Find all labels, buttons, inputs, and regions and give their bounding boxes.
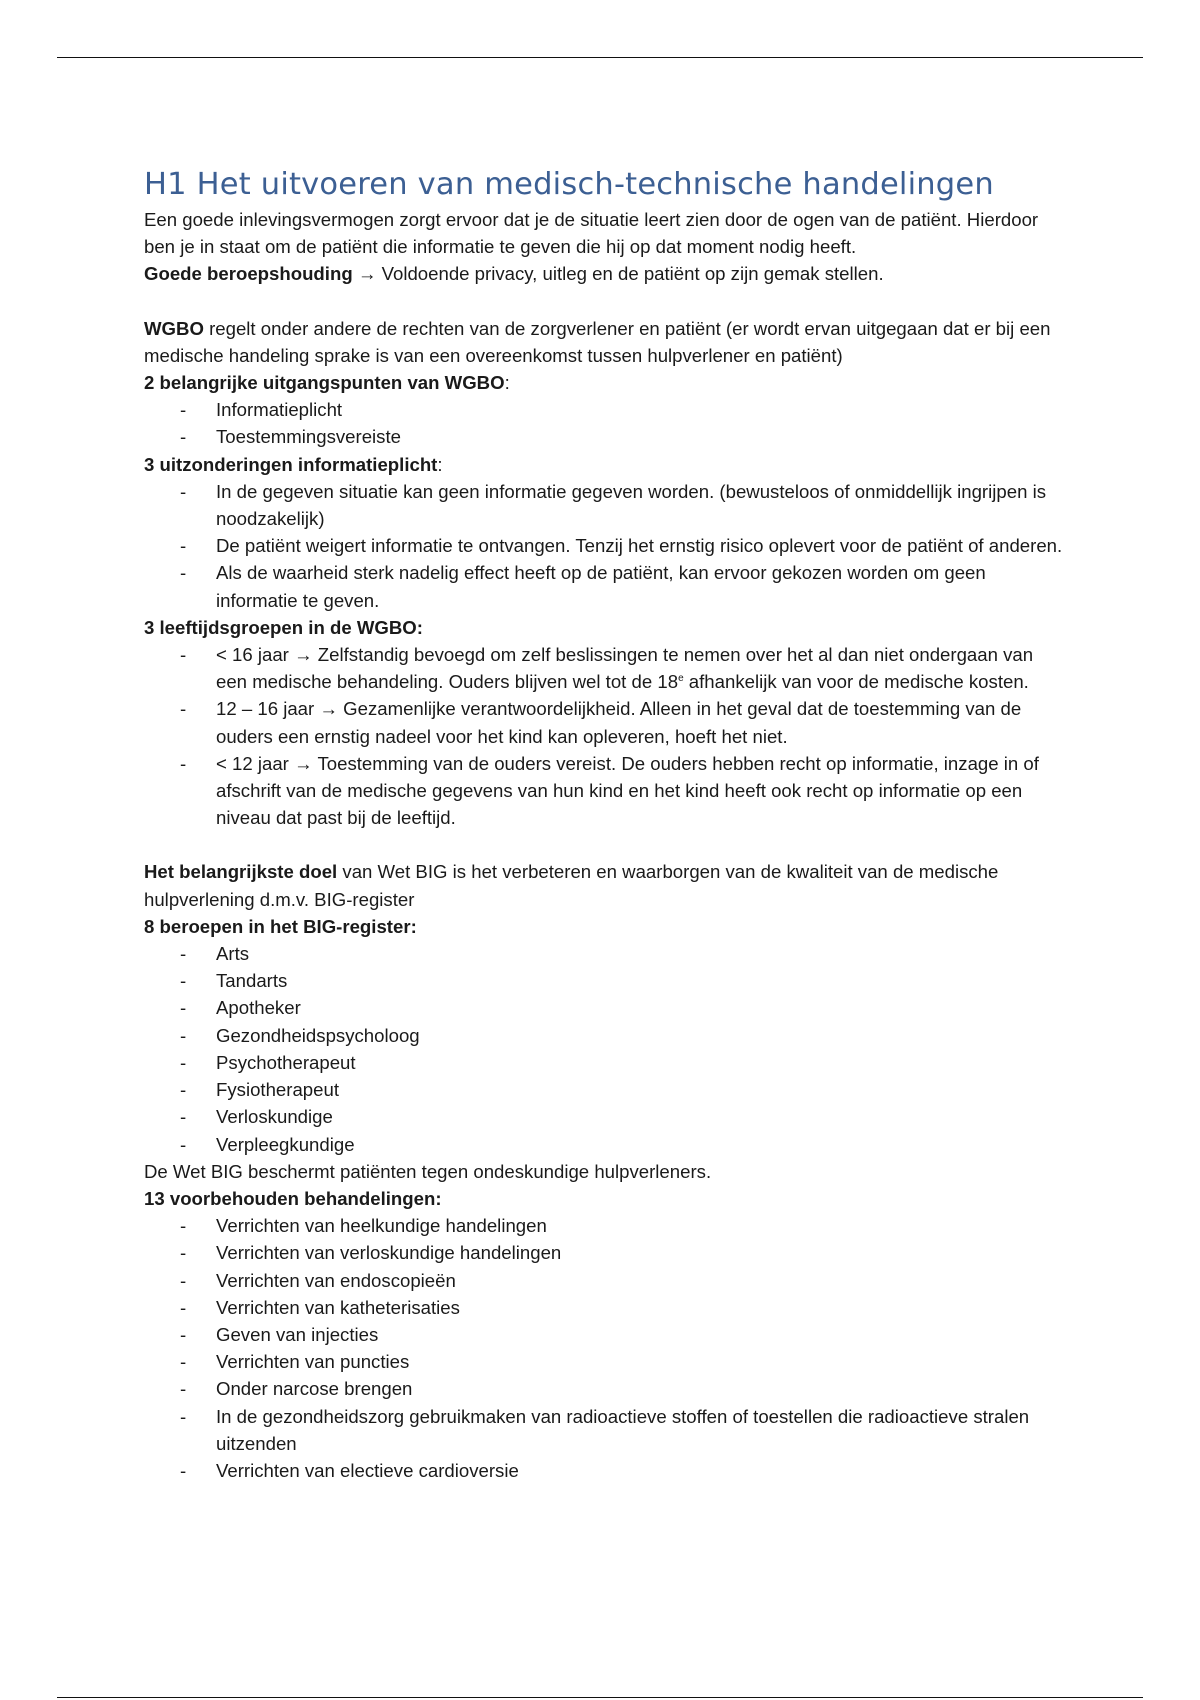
list-item: - Verrichten van electieve cardioversie (144, 1457, 1064, 1484)
voorbehouden-heading: 13 voorbehouden behandelingen: (144, 1187, 442, 1209)
list-item: - Verrichten van katheterisaties (144, 1294, 1064, 1321)
list-item: - Arts (144, 940, 1064, 967)
list-item: - Tandarts (144, 967, 1064, 994)
list-item: - Apotheker (144, 994, 1064, 1021)
spacer (144, 831, 1064, 858)
footer-rule (57, 1697, 1143, 1698)
arrow-icon: → (294, 752, 313, 774)
wgbo-term: WGBO (144, 317, 204, 339)
arrow-icon: → (294, 644, 313, 666)
arrow-icon: → (357, 263, 377, 285)
arrow-icon: → (319, 698, 338, 720)
page-title: H1 Het uitvoeren van medisch-technische handelingen (144, 167, 994, 202)
list-item: - Toestemmingsvereiste (144, 423, 1064, 450)
list-item: - Verrichten van heelkundige handelingen (144, 1212, 1064, 1239)
big-doel-paragraph: Het belangrijkste doel van Wet BIG is het verbeteren en waarborgen van de kwaliteit van de medische hulpverlening d.m.v. BIG-register (144, 861, 999, 910)
document-body (144, 166, 1064, 1484)
list-item: - Informatieplicht (144, 396, 1064, 423)
big-bescherming-line: De Wet BIG beschermt patiënten tegen ondeskundige hulpverleners. (144, 1160, 712, 1182)
beroepen-list (144, 940, 1064, 1158)
beroepshouding-text: Voldoende privacy, uitleg en de patiënt op zijn gemak stellen. (376, 263, 884, 285)
leeftijd-list (144, 641, 1064, 831)
list-item: - Gezondheidspsycholoog (144, 1022, 1064, 1049)
beroepshouding-term: Goede beroepshouding (144, 263, 353, 285)
list-item: - Fysiotherapeut (144, 1076, 1064, 1103)
wgbo-paragraph (144, 315, 1064, 369)
uitzonderingen-list (144, 478, 1064, 614)
leeftijd-heading: 3 leeftijdsgroepen in de WGBO: (144, 616, 423, 638)
uitzonderingen-heading: 3 uitzonderingen informatieplicht: (144, 453, 443, 475)
list-item: - In de gegeven situatie kan geen informatie gegeven worden. (bewusteloos of onmiddellijk ingrijpen is noodzakelijk) (144, 478, 1064, 532)
list-item: - De patiënt weigert informatie te ontvangen. Tenzij het ernstig risico oplevert voor de patiënt of anderen. (144, 532, 1064, 559)
spacer (144, 288, 1064, 315)
list-item: - Geven van injecties (144, 1321, 1064, 1348)
list-item: - Verrichten van endoscopieën (144, 1267, 1064, 1294)
list-item: - < 16 jaar → Zelfstandig bevoegd om zelf beslissingen te nemen over het al dan niet ondergaan van een medische behandeling. Ouders blijven wel tot de 18e afhankelijk van voor de medische kosten. (144, 641, 1064, 695)
beroepen-heading: 8 beroepen in het BIG-register: (144, 915, 417, 937)
list-item: - Psychotherapeut (144, 1049, 1064, 1076)
voorbehouden-list (144, 1212, 1064, 1484)
uitgangspunten-heading: 2 belangrijke uitgangspunten van WGBO: (144, 372, 510, 394)
beroepshouding-line (144, 260, 1064, 287)
list-item: - < 12 jaar → Toestemming van de ouders vereist. De ouders hebben recht op informatie, inzage in of afschrift van de medische gegevens van hun kind en het kind heeft ook recht op informatie op een niveau dat past bij de leeftijd. (144, 750, 1064, 832)
list-item: - Onder narcose brengen (144, 1375, 1064, 1402)
big-doel-term: Het belangrijkste doel (144, 861, 338, 883)
list-item: - 12 – 16 jaar → Gezamenlijke verantwoordelijkheid. Alleen in het geval dat de toestemming van de ouders een ernstig nadeel voor het kind kan opleveren, hoeft het niet. (144, 695, 1064, 749)
list-item: - Verrichten van puncties (144, 1348, 1064, 1375)
wgbo-text: regelt onder andere de rechten van de zorgverlener en patiënt (er wordt ervan uitgegaan dat er bij een medische handeling sprake is van een overeenkomst tussen hulpverlener en patiënt) (144, 317, 1051, 366)
list-item: - Verpleegkundige (144, 1131, 1064, 1158)
intro-paragraph: Een goede inlevingsvermogen zorgt ervoor dat je de situatie leert zien door de ogen van de patiënt. Hierdoor ben je in staat om de patiënt die informatie te geven die hij op dat moment nodig heeft. (144, 209, 1039, 258)
header-rule (57, 57, 1143, 58)
uitgangspunten-list (144, 396, 1064, 450)
list-item: - In de gezondheidszorg gebruikmaken van radioactieve stoffen of toestellen die radioactieve stralen uitzenden (144, 1403, 1064, 1457)
list-item: - Als de waarheid sterk nadelig effect heeft op de patiënt, kan ervoor gekozen worden om geen informatie te geven. (144, 559, 1064, 613)
list-item: - Verloskundige (144, 1103, 1064, 1130)
list-item: - Verrichten van verloskundige handelingen (144, 1239, 1064, 1266)
